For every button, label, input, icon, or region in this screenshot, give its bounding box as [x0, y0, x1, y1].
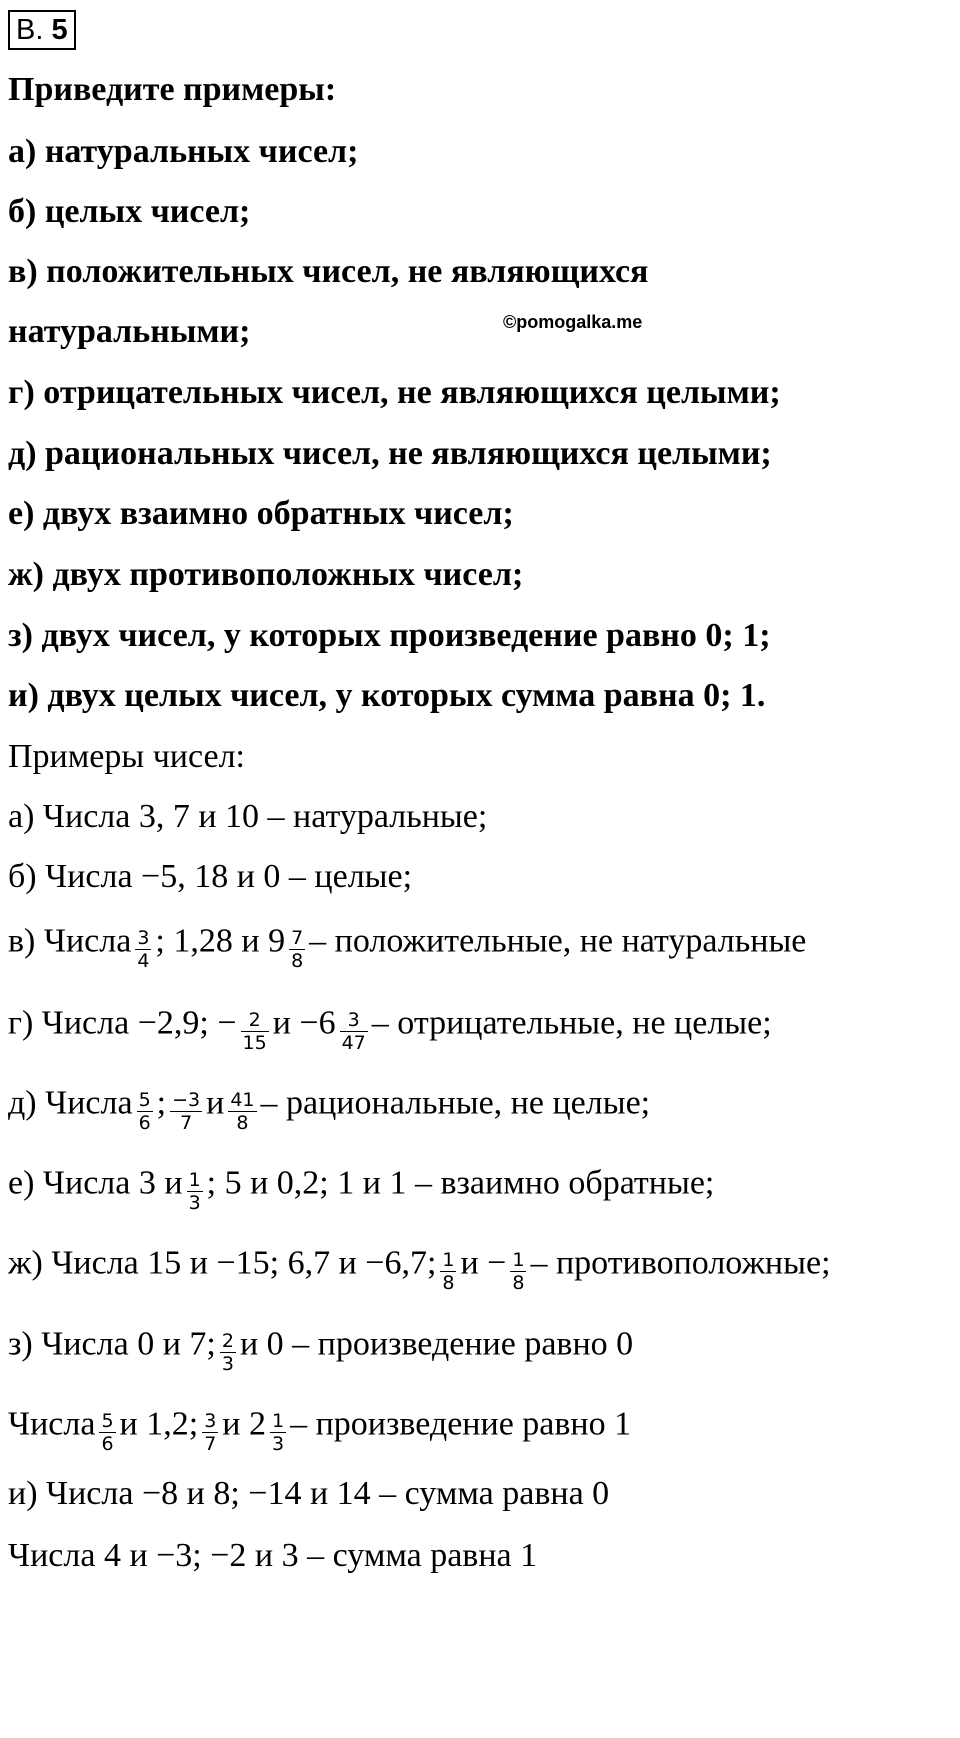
- answer-v: [8, 921, 807, 972]
- task-item-z: з) двух чисел, у которых произведение равно 0; 1;: [8, 617, 771, 654]
- fraction: $\frac{1}{8}$: [512, 1249, 525, 1294]
- fraction: $\frac{7}{8}$: [291, 927, 304, 972]
- task-item-a: а) натуральных чисел;: [8, 133, 359, 170]
- answer-z1-text-2: и 0 – произведение равно 0: [239, 1325, 634, 1363]
- answer-heading: Примеры чисел:: [8, 738, 246, 775]
- fraction: $\frac{2}{15}$: [242, 1009, 267, 1054]
- answer-zh-text-2: и −: [460, 1244, 507, 1282]
- answer-d-text-2: ;: [156, 1084, 167, 1122]
- task-item-i: и) двух целых чисел, у которых сумма равна 0; 1.: [8, 677, 766, 714]
- fraction: $\frac{3}{7}$: [204, 1410, 217, 1455]
- fraction: $\frac{1}{3}$: [188, 1169, 201, 1214]
- answer-zh: [8, 1243, 831, 1294]
- answer-e: [8, 1163, 715, 1214]
- answer-b: б) Числа −5, 18 и 0 – целые;: [8, 858, 413, 895]
- task-item-b: б) целых чисел;: [8, 193, 251, 230]
- answer-g-text-2: и −6: [272, 1004, 336, 1042]
- answer-z1: [8, 1324, 634, 1375]
- answer-i2: Числа 4 и −3; −2 и 3 – сумма равна 1: [8, 1537, 538, 1574]
- answer-g-text-3: – отрицательные, не целые;: [371, 1004, 772, 1042]
- answer-d-text-1: д) Числа: [8, 1084, 133, 1122]
- task-item-g: г) отрицательных чисел, не являющихся целыми;: [8, 374, 781, 411]
- answer-v-text-3: – положительные, не натуральные: [309, 922, 807, 960]
- answer-zh-text-3: – противоположные;: [530, 1244, 831, 1282]
- fraction: $\frac{3}{47}$: [341, 1009, 366, 1054]
- fraction: $\frac{5}{6}$: [138, 1089, 151, 1134]
- fraction: $\frac{3}{4}$: [137, 927, 150, 972]
- answer-d-text-4: – рациональные, не целые;: [260, 1084, 651, 1122]
- fraction: $\frac{5}{6}$: [101, 1410, 114, 1455]
- answer-zh-text-1: ж) Числа 15 и −15; 6,7 и −6,7;: [8, 1244, 437, 1282]
- task-item-e: е) двух взаимно обратных чисел;: [8, 495, 514, 532]
- answer-z2: [8, 1404, 632, 1455]
- fraction: $\frac{1}{3}$: [272, 1410, 285, 1455]
- answer-z1-text-1: з) Числа 0 и 7;: [8, 1325, 216, 1363]
- answer-a: а) Числа 3, 7 и 10 – натуральные;: [8, 798, 488, 835]
- answer-z2-text-2: и 1,2;: [119, 1405, 199, 1443]
- exercise-number-badge: [8, 10, 76, 50]
- answer-g: [8, 1003, 772, 1054]
- answer-v-text-2: ; 1,28 и 9: [155, 922, 286, 960]
- fraction: $\frac{41}{8}$: [230, 1089, 255, 1134]
- badge-prefix: В.: [16, 14, 44, 46]
- answer-z2-text-3: и 2: [222, 1405, 266, 1443]
- task-item-v: в) положительных чисел, не являющихся: [8, 253, 649, 290]
- answer-z2-text-4: – произведение равно 1: [290, 1405, 632, 1443]
- answer-z2-text-1: Числа: [8, 1405, 96, 1443]
- task-item-d: д) рациональных чисел, не являющихся целыми;: [8, 435, 772, 472]
- answer-e-text-1: е) Числа 3 и: [8, 1164, 183, 1202]
- task-item-v-cont: натуральными;: [8, 313, 251, 350]
- fraction: $\frac{1}{8}$: [442, 1249, 455, 1294]
- answer-g-text-1: г) Числа −2,9; −: [8, 1004, 237, 1042]
- badge-number: 5: [51, 14, 68, 46]
- fraction: $\frac{-3}{7}$: [172, 1089, 201, 1134]
- answer-v-text-1: в) Числа: [8, 922, 132, 960]
- fraction: $\frac{2}{3}$: [221, 1330, 234, 1375]
- task-heading: Приведите примеры:: [8, 71, 337, 108]
- watermark: ©pomogalka.me: [503, 312, 643, 332]
- answer-d-text-3: и: [206, 1084, 225, 1122]
- answer-i1: и) Числа −8 и 8; −14 и 14 – сумма равна 0: [8, 1475, 610, 1512]
- answer-e-text-2: ; 5 и 0,2; 1 и 1 – взаимно обратные;: [206, 1164, 715, 1202]
- task-item-zh: ж) двух противоположных чисел;: [8, 556, 524, 593]
- answer-d: [8, 1083, 651, 1134]
